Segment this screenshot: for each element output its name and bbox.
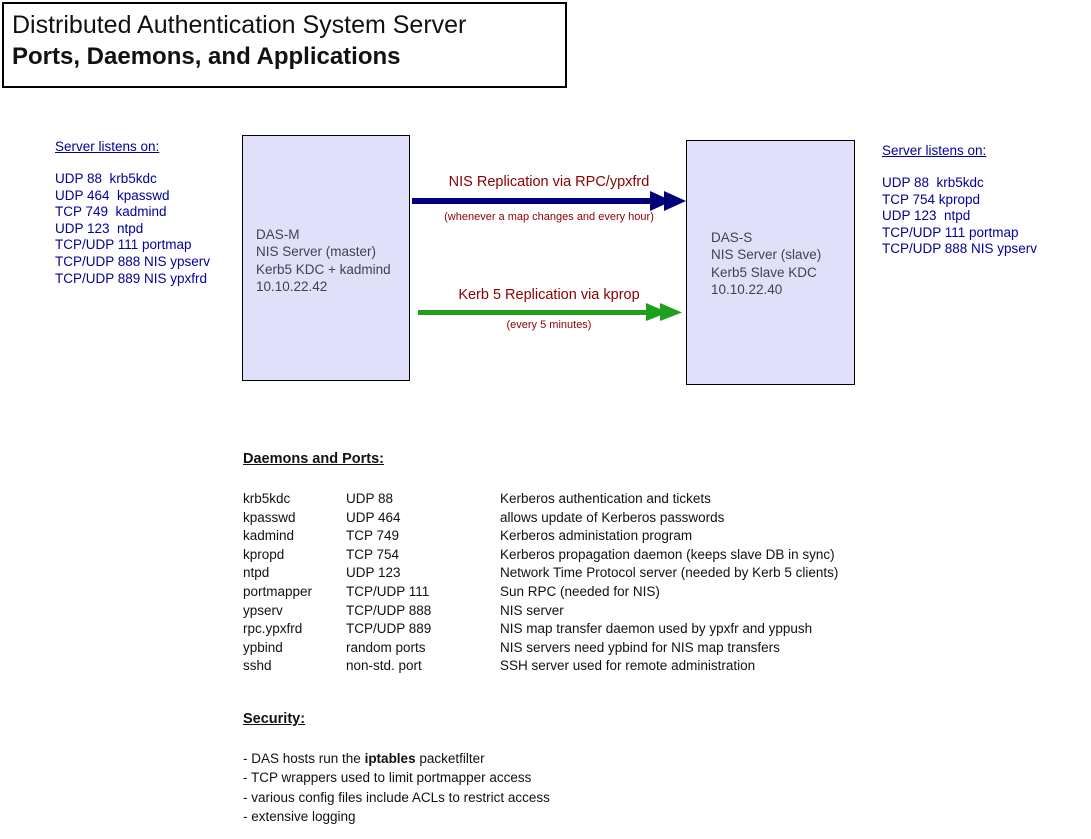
diagram-title: Distributed Authentication System Server [12,11,467,39]
daemon-port: TCP 749 [346,528,400,544]
listen-item: TCP/UDP 111 portmap [55,237,192,253]
daemon-name: krb5kdc [243,491,291,506]
daemon-name: ntpd [243,565,270,581]
security-item-text: - DAS hosts run the [243,751,365,766]
daemon-port: UDP 464 [346,509,401,525]
slave-listen-items [882,175,1037,258]
daemon-port: UDP 88 [346,491,394,506]
security-heading: Security: [243,711,306,727]
das-m-server-box [242,135,410,381]
listen-item: UDP 123 ntpd [55,220,144,236]
security-item: - various config files include ACLs to restrict access [243,789,550,805]
das-m-server-text [256,226,409,295]
daemon-port: random ports [346,639,426,655]
nis-replication-arrow [412,191,686,211]
security-item: - TCP wrappers used to limit portmapper access [243,770,532,786]
security-list [243,749,550,826]
server-role: NIS Server (slave) [711,247,822,263]
daemon-desc: allows update of Kerberos passwords [500,509,725,525]
daemon-port: TCP 754 [346,546,400,562]
daemon-name: ypserv [243,602,283,618]
daemon-name: ypbind [243,639,283,655]
listen-item: TCP 749 kadmind [55,204,167,220]
nis-replication-label: NIS Replication via RPC/ypxfrd [448,174,650,190]
server-name: DAS-M [256,227,300,242]
daemon-port: TCP/UDP 111 [346,583,430,599]
security-item: - extensive logging [243,808,356,824]
daemon-name: rpc.ypxfrd [243,621,303,637]
daemon-port: UDP 123 [346,565,401,581]
daemons-table [243,490,838,676]
daemon-desc: NIS server [500,602,564,618]
daemon-port: TCP/UDP 888 [346,602,432,618]
daemon-port: TCP/UDP 889 [346,621,432,637]
daemon-name: kpasswd [243,509,296,525]
nis-replication-note: (whenever a map changes and every hour) [444,211,654,223]
security-item-text: packetfilter [415,751,485,766]
daemon-desc: SSH server used for remote administration [500,658,756,674]
server-name: DAS-S [711,230,753,245]
daemons-heading: Daemons and Ports: [243,451,384,467]
listen-item: UDP 88 krb5kdc [882,175,984,190]
daemon-name: kpropd [243,546,285,562]
daemon-name: sshd [243,658,272,674]
diagram-subtitle: Ports, Daemons, and Applications [12,43,401,70]
security-item-bold: iptables [364,751,416,766]
daemon-desc: Sun RPC (needed for NIS) [500,583,660,599]
daemon-desc: Kerberos propagation daemon (keeps slave DB in sync) [500,546,835,562]
daemon-desc: Network Time Protocol server (needed by Kerb 5 clients) [500,565,839,581]
das-s-server-text [711,229,854,298]
listen-item: TCP 754 kpropd [882,191,981,207]
listen-item: TCP/UDP 111 portmap [882,224,1019,240]
server-ip: 10.10.22.40 [711,281,783,297]
title-box [2,2,567,88]
das-s-server-box [686,140,855,385]
kerb-replication-label: Kerb 5 Replication via kprop [458,287,640,303]
slave-listen-heading: Server listens on: [882,143,987,158]
daemon-desc: NIS servers need ypbind for NIS map transfers [500,639,780,655]
listen-item: TCP/UDP 889 NIS ypxfrd [55,270,208,286]
listen-item: UDP 123 ntpd [882,208,971,224]
listen-item: TCP/UDP 888 NIS ypserv [55,253,211,269]
daemon-desc: Kerberos authentication and tickets [500,491,711,506]
daemon-desc: NIS map transfer daemon used by ypxfr and yppush [500,621,813,637]
server-services: Kerb5 Slave KDC [711,264,817,280]
master-listen-items [55,171,210,287]
slave-listen-panel [882,143,1037,258]
listen-item: TCP/UDP 888 NIS ypserv [882,241,1038,257]
kerb-replication-note: (every 5 minutes) [506,319,592,331]
master-listen-panel [55,139,210,287]
daemon-desc: Kerberos administation program [500,528,693,544]
listen-item: UDP 464 kpasswd [55,187,170,203]
daemon-port: non-std. port [346,658,422,674]
security-item [243,749,550,768]
server-role: NIS Server (master) [256,244,377,260]
daemon-name: portmapper [243,583,313,599]
listen-item: UDP 88 krb5kdc [55,171,157,186]
daemon-name: kadmind [243,528,295,544]
server-ip: 10.10.22.42 [256,278,328,294]
server-services: Kerb5 KDC + kadmind [256,261,391,277]
master-listen-heading: Server listens on: [55,139,160,154]
